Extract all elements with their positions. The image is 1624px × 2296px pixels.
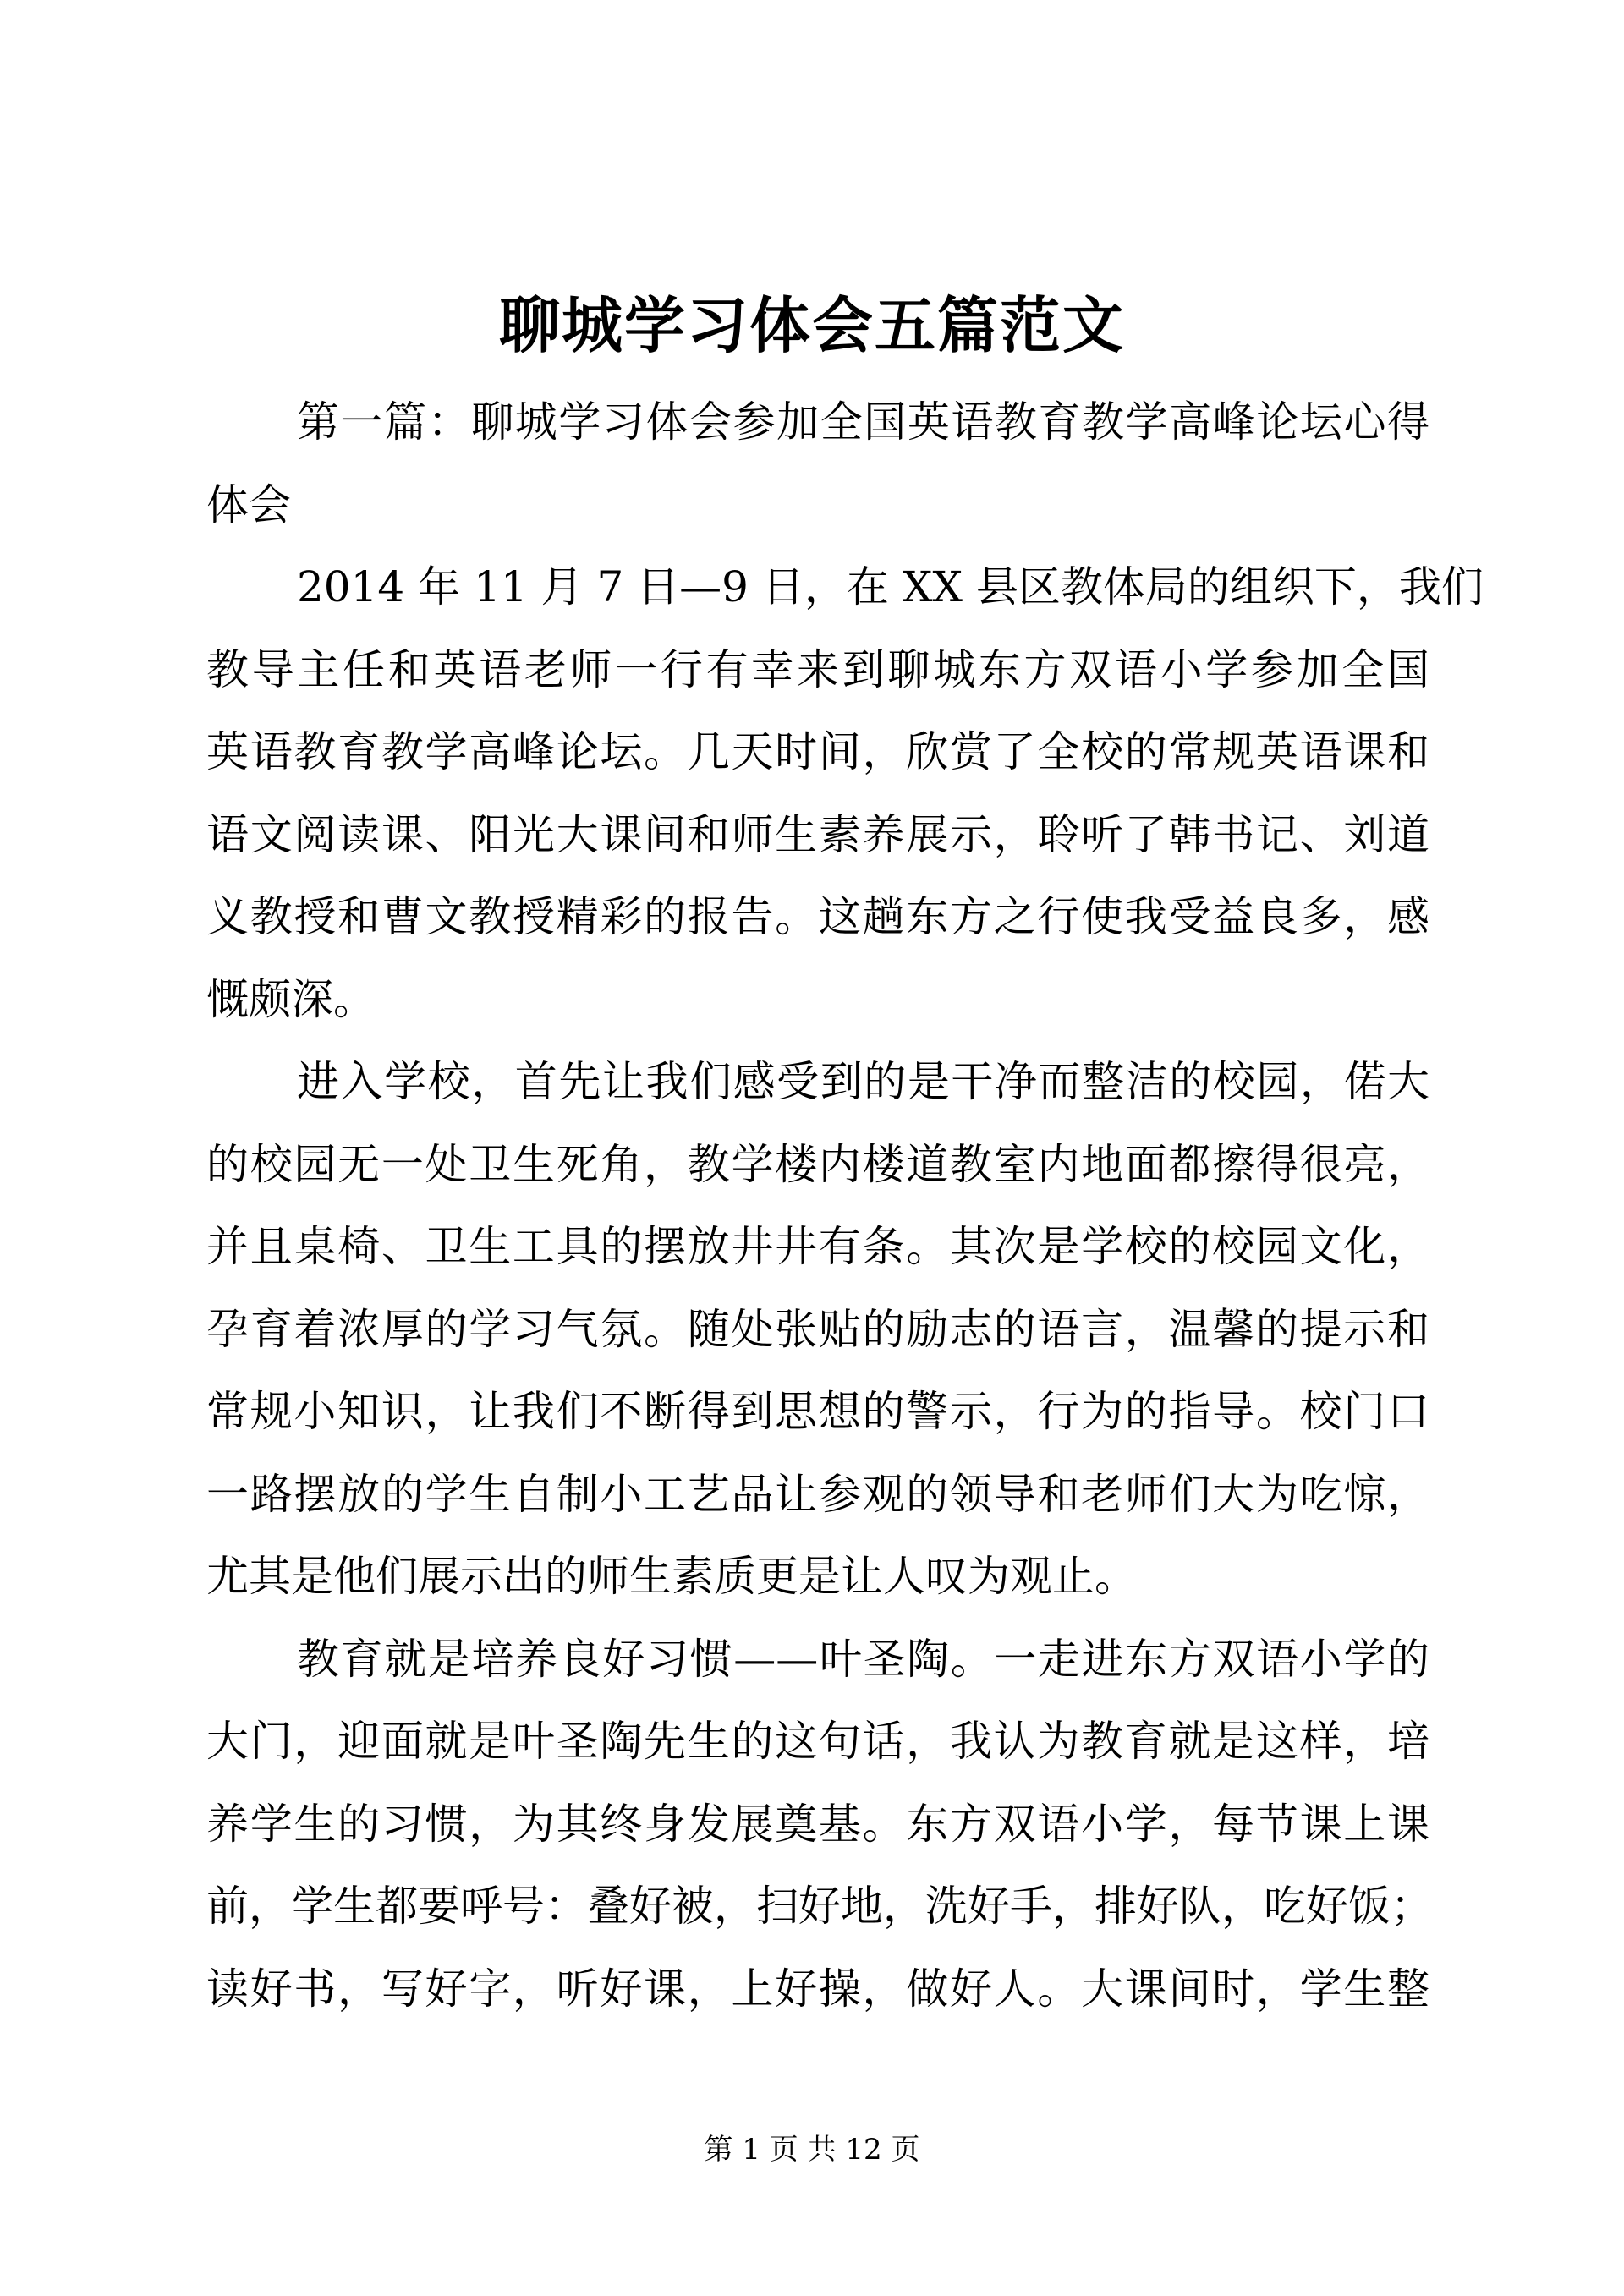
text-line: 教育就是培养良好习惯——叶圣陶。一走进东方双语小学的 xyxy=(297,1634,1429,1684)
text-line: 慨颇深。 xyxy=(206,974,376,1024)
text-line: 常规小知识，让我们不断得到思想的警示，行为的指导。校门口 xyxy=(206,1387,1429,1436)
paragraph xyxy=(206,546,1484,1041)
text-line: 教导主任和英语老师一行有幸来到聊城东方双语小学参加全国 xyxy=(206,644,1429,694)
text-line: 进入学校，首先让我们感受到的是干净而整洁的校园，偌大 xyxy=(297,1057,1429,1106)
text-line: 一路摆放的学生自制小工艺品让参观的领导和老师们大为吃惊， xyxy=(206,1469,1429,1519)
text-line: 养学生的习惯，为其终身发展奠基。东方双语小学，每节课上课 xyxy=(206,1799,1429,1849)
text-line: 第一篇：聊城学习体会参加全国英语教育教学高峰论坛心得 xyxy=(297,397,1429,447)
text-line: 并且桌椅、卫生工具的摆放井井有条。其次是学校的校园文化， xyxy=(206,1222,1429,1271)
text-line: 大门，迎面就是叶圣陶先生的这句话，我认为教育就是这样，培 xyxy=(206,1717,1429,1766)
paragraph xyxy=(206,1619,1433,2031)
paragraph-heading xyxy=(206,381,1429,546)
text-line: 语文阅读课、阳光大课间和师生素养展示，聆听了韩书记、刘道 xyxy=(206,809,1429,859)
text-line: 前，学生都要呼号：叠好被，扫好地，洗好手，排好队，吃好饭； xyxy=(206,1882,1433,1931)
document-body xyxy=(206,381,1484,2030)
text-line: 体会 xyxy=(206,479,291,529)
text-line: 读好书，写好字，听好课，上好操，做好人。大课间时，学生整 xyxy=(206,1964,1429,2014)
text-line: 尤其是他们展示出的师生素质更是让人叹为观止。 xyxy=(206,1552,1137,1601)
text-line: 的校园无一处卫生死角，教学楼内楼道教室内地面都擦得很亮， xyxy=(206,1139,1429,1189)
text-line: 2014 年 11 月 7 日—9 日，在 XX 县区教体局的组织下，我们 xyxy=(297,562,1484,611)
text-line: 义教授和曹文教授精彩的报告。这趟东方之行使我受益良多，感 xyxy=(206,892,1429,941)
paragraph xyxy=(206,1041,1429,1619)
document-title: 聊城学习体会五篇范文 xyxy=(498,289,1125,361)
page-number: 第 1 页 共 12 页 xyxy=(704,2133,920,2167)
text-line: 孕育着浓厚的学习气氛。随处张贴的励志的语言，温馨的提示和 xyxy=(206,1304,1429,1354)
text-line: 英语教育教学高峰论坛。几天时间，欣赏了全校的常规英语课和 xyxy=(206,727,1429,776)
